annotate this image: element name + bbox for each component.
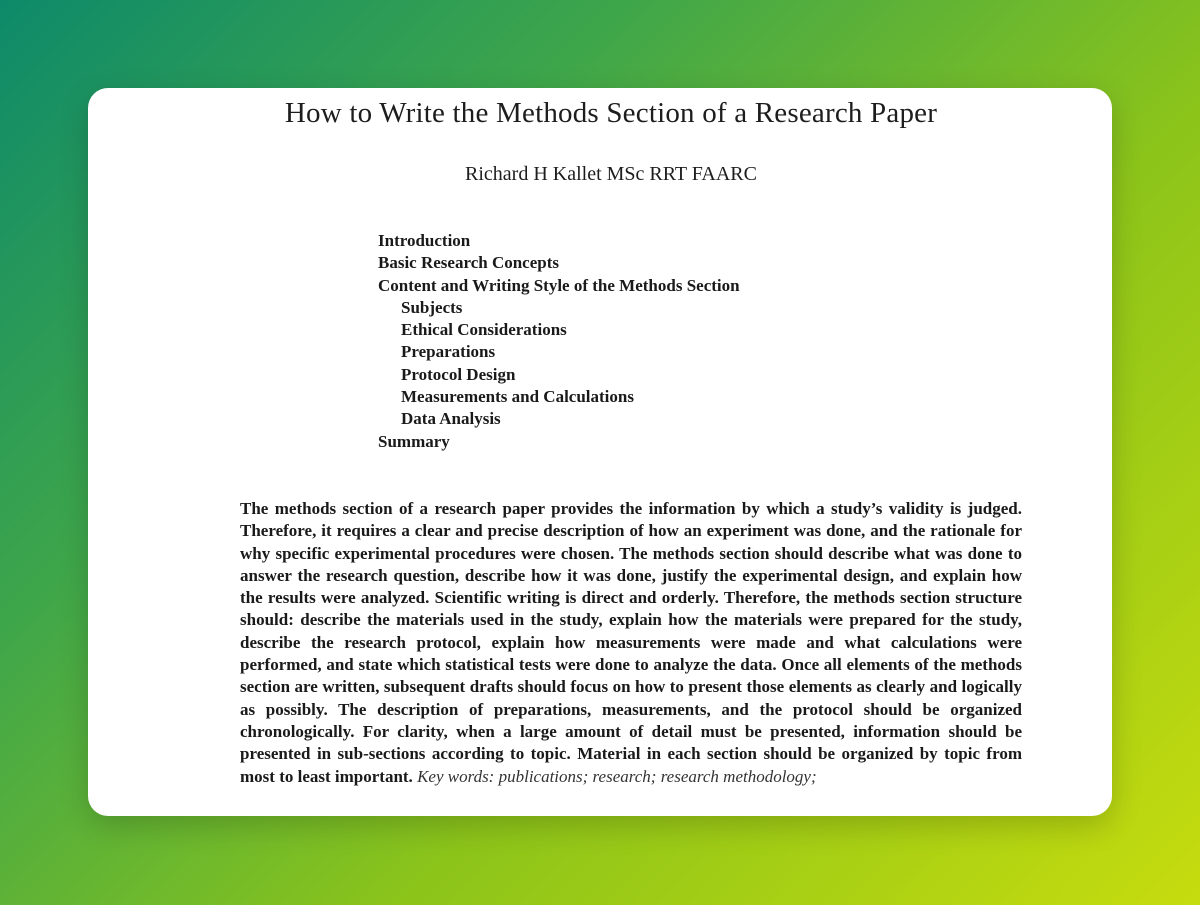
toc-subitem: Ethical Considerations <box>401 320 567 340</box>
abstract-text: The methods section of a research paper provides the information by which a study’s validity is judged. Therefore, it requires a clear and precise description of how an experiment was done, and the rationale for why specific experimental procedures were chosen. The methods section should describe what was done to answer the research question, describe how it was done, justify the experimental design, and explain how the results were analyzed. Scientific writing is direct and orderly. Therefore, the methods section structure should: describe the materials used in the study, explain how the materials were prepared for the study, describe the research protocol, explain how measurements were made and what calculations were performed, and state which statistical tests were done to analyze the data. Once all elements of the methods section are written, subsequent drafts should focus on how to present those elements as clearly and logically as possibly. The description of preparations, measurements, and the protocol should be organized chronologically. For clarity, when a large amount of detail must be presented, information should be presented in sub-sections according to topic. Material in each section should be organized by topic from most to least important. <box>240 499 1022 786</box>
paper-author: Richard H Kallet MSc RRT FAARC <box>465 163 757 185</box>
toc-item: Summary <box>378 431 450 451</box>
toc-subitem: Data Analysis <box>401 409 501 429</box>
toc-item: Content and Writing Style of the Methods Section <box>378 275 740 295</box>
toc-item: Basic Research Concepts <box>378 253 559 273</box>
toc-subitem: Protocol Design <box>401 364 516 384</box>
abstract <box>240 498 1022 788</box>
keywords: Key words: publications; research; research methodology; <box>417 766 817 786</box>
toc-subitem: Subjects <box>401 297 463 317</box>
toc-subitem: Preparations <box>401 342 496 362</box>
paper-title: How to Write the Methods Section of a Research Paper <box>284 97 938 129</box>
table-of-contents <box>378 230 740 453</box>
toc-item: Introduction <box>378 231 471 250</box>
toc-subitem: Measurements and Calculations <box>401 387 634 407</box>
paper-card <box>88 88 1112 816</box>
